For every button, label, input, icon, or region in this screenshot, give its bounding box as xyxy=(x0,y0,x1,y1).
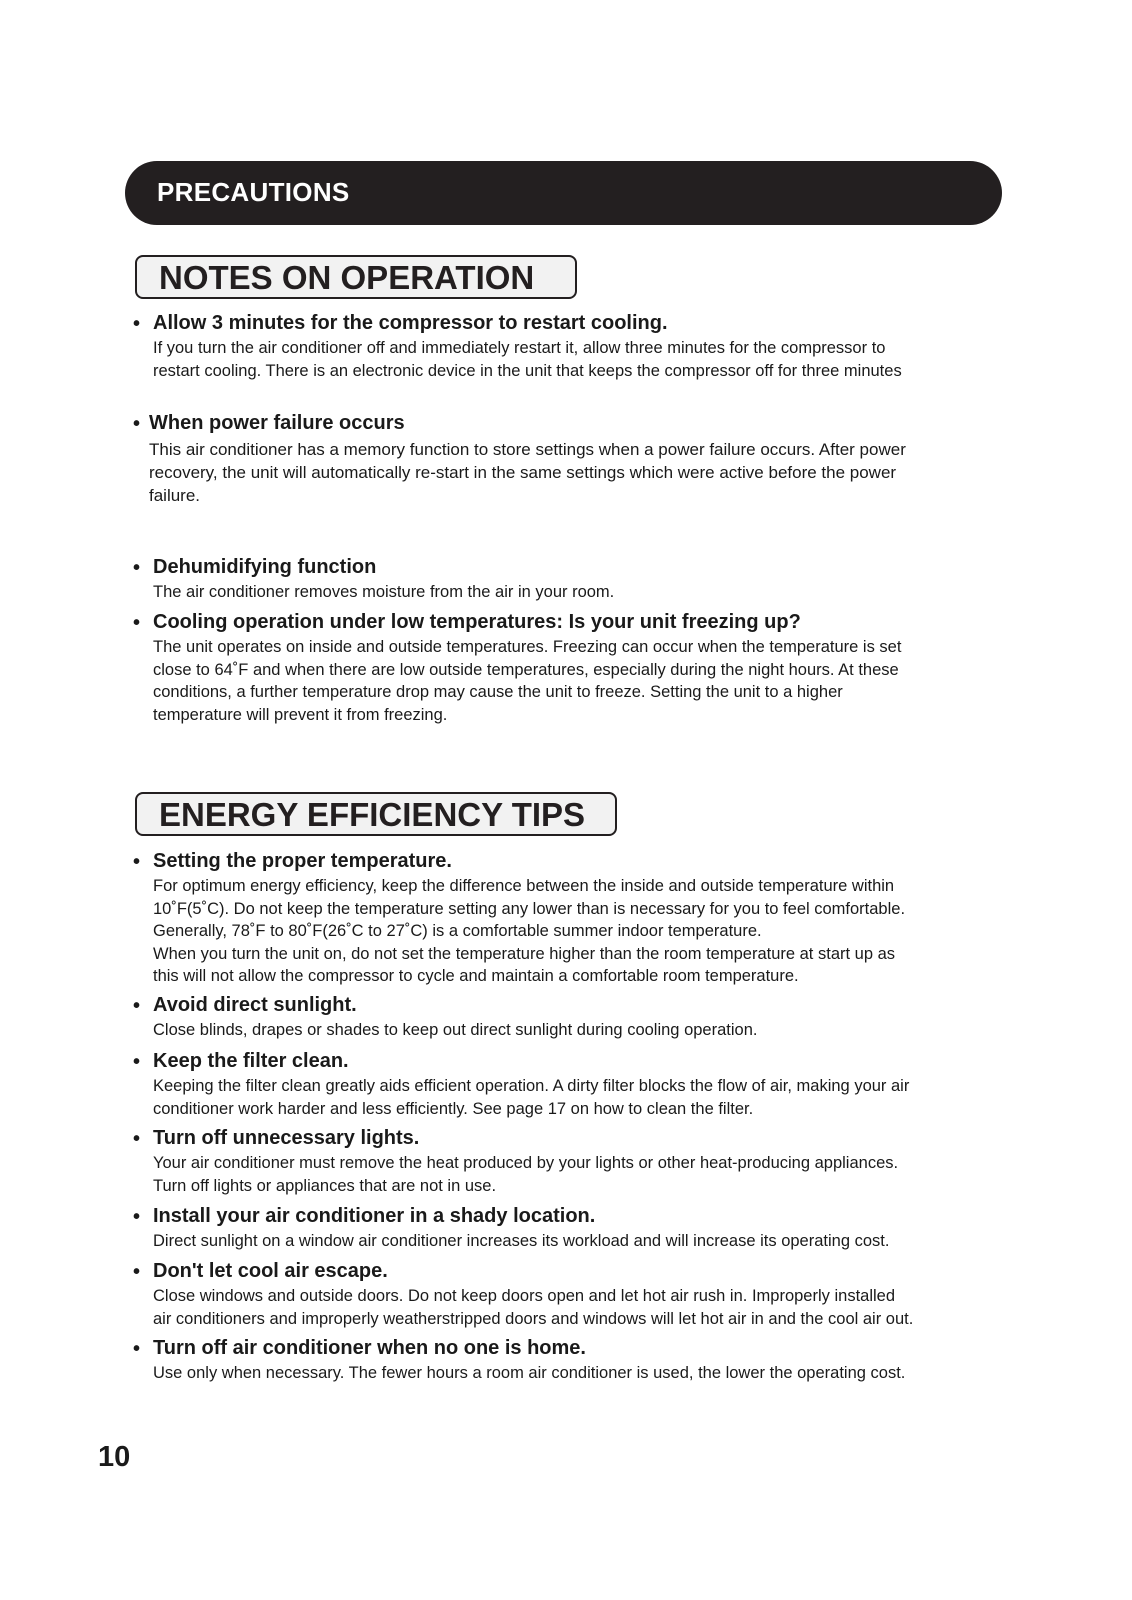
energy-section-title: ENERGY EFFICIENCY TIPS xyxy=(159,796,586,833)
page-number: 10 xyxy=(98,1441,131,1473)
bullet: • xyxy=(133,995,141,1017)
bullet: • xyxy=(133,1128,141,1150)
bullet: • xyxy=(133,313,141,335)
note-body: This air conditioner has a memory function to store settings when a power failure occurs. After power recovery, the unit will automatically re-start in the same settings which were active before the power failure. xyxy=(149,440,906,505)
energy-section-header xyxy=(135,792,617,836)
bullet: • xyxy=(133,612,141,634)
bullet: • xyxy=(133,1206,141,1228)
note-heading: Cooling operation under low temperatures: Is your unit freezing up? xyxy=(153,611,801,633)
note-heading: When power failure occurs xyxy=(149,412,405,434)
bullet: • xyxy=(133,557,141,579)
tip-heading: Avoid direct sunlight. xyxy=(153,994,357,1016)
tip-heading: Turn off unnecessary lights. xyxy=(153,1127,420,1149)
tip-body: Use only when necessary. The fewer hours a room air conditioner is used, the lower the operating cost. xyxy=(153,1364,906,1382)
banner-title: PRECAUTIONS xyxy=(157,177,350,207)
bullet: • xyxy=(133,1338,141,1360)
tip-body: For optimum energy efficiency, keep the difference between the inside and outside temperature within 10˚F(5˚C). Do not keep the temperature setting any lower than is necessary for you to feel comfortable. Generally, 78˚F to 80˚F(26˚C to 27˚C) is a comfortable summer indoor temperature. When you turn the unit on, do not set the temperature higher than the room temperature at start up as this will not allow the compressor to cycle and maintain a comfortable room temperature. xyxy=(153,877,906,985)
tip-body: Close blinds, drapes or shades to keep out direct sunlight during cooling operation. xyxy=(153,1021,758,1039)
bullet: • xyxy=(133,851,141,873)
tip-heading: Keep the filter clean. xyxy=(153,1050,349,1072)
tip-body: Close windows and outside doors. Do not keep doors open and let hot air rush in. Improperly installed air conditioners and improperly weatherstripped doors and windows will let hot air in and the cool air out. xyxy=(153,1287,914,1328)
tip-heading: Don't let cool air escape. xyxy=(153,1260,388,1282)
note-body: The unit operates on inside and outside temperatures. Freezing can occur when the temperature is set close to 64˚F and when there are low outside temperatures, especially during the night hours. At these conditions, a further temperature drop may cause the unit to freeze. Setting the unit to a higher temperature will prevent it from freezing. xyxy=(153,638,902,724)
tip-body: Direct sunlight on a window air conditioner increases its workload and will increase its operating cost. xyxy=(153,1232,890,1250)
note-heading: Allow 3 minutes for the compressor to restart cooling. xyxy=(153,312,668,334)
bullet: • xyxy=(133,1261,141,1283)
notes-section-header xyxy=(135,255,577,299)
note-body: If you turn the air conditioner off and immediately restart it, allow three minutes for the compressor to restart cooling. There is an electronic device in the unit that keeps the compressor off for three minutes xyxy=(153,339,902,380)
tip-heading: Install your air conditioner in a shady location. xyxy=(153,1205,596,1227)
notes-section-title: NOTES ON OPERATION xyxy=(159,259,535,296)
tip-body: Your air conditioner must remove the heat produced by your lights or other heat-producing appliances. Turn off lights or appliances that are not in use. xyxy=(153,1154,899,1195)
bullet: • xyxy=(133,413,141,435)
note-heading: Dehumidifying function xyxy=(153,556,377,578)
tip-heading: Setting the proper temperature. xyxy=(153,850,452,872)
tip-heading: Turn off air conditioner when no one is home. xyxy=(153,1337,586,1359)
precautions-banner xyxy=(125,161,1002,225)
note-body: The air conditioner removes moisture from the air in your room. xyxy=(153,583,615,601)
tip-body: Keeping the filter clean greatly aids efficient operation. A dirty filter blocks the flow of air, making your air conditioner work harder and less efficiently. See page 17 on how to clean the filter. xyxy=(153,1077,910,1118)
bullet: • xyxy=(133,1051,141,1073)
